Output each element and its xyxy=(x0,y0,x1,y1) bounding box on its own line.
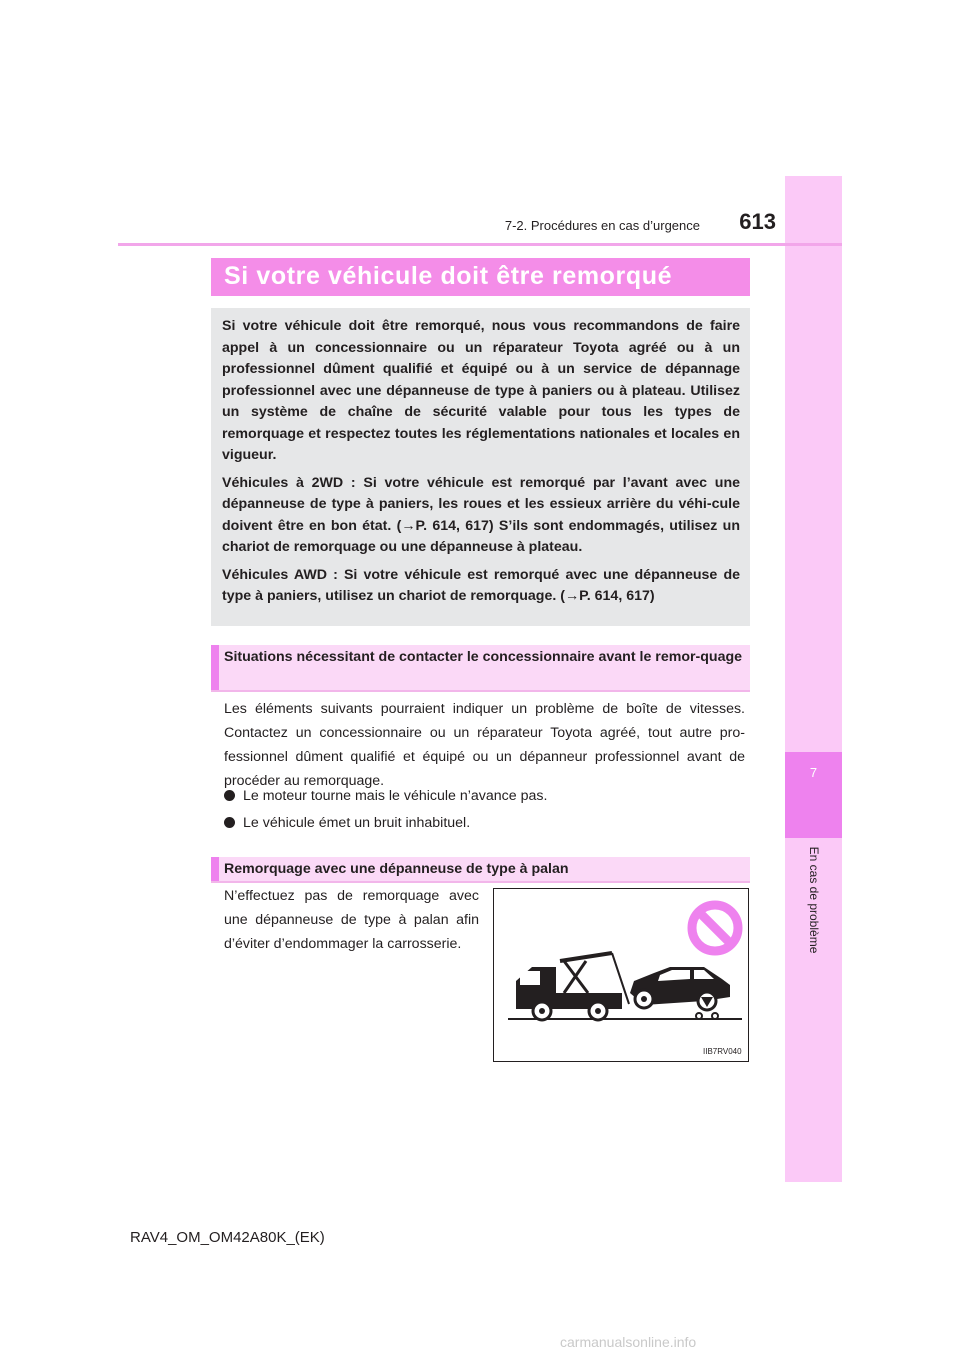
document-footer: RAV4_OM_OM42A80K_(EK) xyxy=(130,1229,325,1246)
chapter-number: 7 xyxy=(809,765,818,780)
bullet-icon xyxy=(224,817,235,828)
section1-heading: Situations nécessitant de contacter le concessionnaire avant le remor-quage xyxy=(224,649,743,665)
section1-bullet-1: Le moteur tourne mais le véhicule n’avance pas. xyxy=(224,785,547,807)
section-header: 7-2. Procédures en cas d’urgence xyxy=(504,218,700,233)
intro-paragraph-2: Véhicules à 2WD : Si votre véhicule est remorqué par l’avant avec une dépanneuse de type à paniers, les roues et les essieux arrière du véhi-cule doivent être en bon état. (→P. 614, 617) S’ils sont endommagés, utilisez un chariot de remorquage ou une dépanneuse à plateau. xyxy=(222,474,740,555)
section2-rule xyxy=(211,881,750,883)
image-code: IIB7RV040 xyxy=(703,1047,742,1056)
chapter-title: En cas de problème xyxy=(807,846,821,954)
page-number: 613 xyxy=(739,209,776,234)
intro-paragraph-1: Si votre véhicule doit être remorqué, nous vous recommandons de faire appel à un concessionnaire ou un réparateur Toyota agréé ou à un professionnel dûment qualifié et équipé ou à un service de dépannage professionnel avec une dépanneuse de type à paniers ou à plateau. Utilisez un système de chaîne de sécurité valable pour tous les types de remorquage et respectez toutes les réglementations nationales et locales en vigueur. xyxy=(222,318,740,463)
section2-body: N’effectuez pas de remorquage avec une dépanneuse de type à palan afin d’éviter d’endommager la carrosserie. xyxy=(224,888,479,952)
section1-rule xyxy=(211,690,750,692)
chapter-side-tab xyxy=(785,176,842,1182)
header-rule xyxy=(118,243,842,246)
intro-text xyxy=(222,316,740,614)
intro-paragraph-3: Véhicules AWD : Si votre véhicule est remorqué avec une dépanneuse de type à paniers, utilisez un chariot de remorquage. (→P. 614, 617) xyxy=(222,566,740,604)
section1-body: Les éléments suivants pourraient indiquer un problème de boîte de vitesses. Contactez un concessionnaire ou un réparateur Toyota agréé, tout autre pro-fessionnel dûment qualifié et équipé ou un dépanneur professionnel avant de procéder au remorquage. xyxy=(224,701,745,789)
page-title: Si votre véhicule doit être remorqué xyxy=(224,262,673,290)
tow-truck-prohibited-icon xyxy=(494,889,748,1061)
section1-accent xyxy=(211,645,219,690)
wheel-lift-tow-illustration xyxy=(493,888,749,1062)
bullet-icon xyxy=(224,790,235,801)
section2-accent xyxy=(211,857,219,881)
watermark: carmanualsonline.info xyxy=(560,1334,697,1350)
section2-heading: Remorquage avec une dépanneuse de type à palan xyxy=(224,861,569,877)
section1-bullet-2: Le véhicule émet un bruit inhabituel. xyxy=(224,812,470,834)
